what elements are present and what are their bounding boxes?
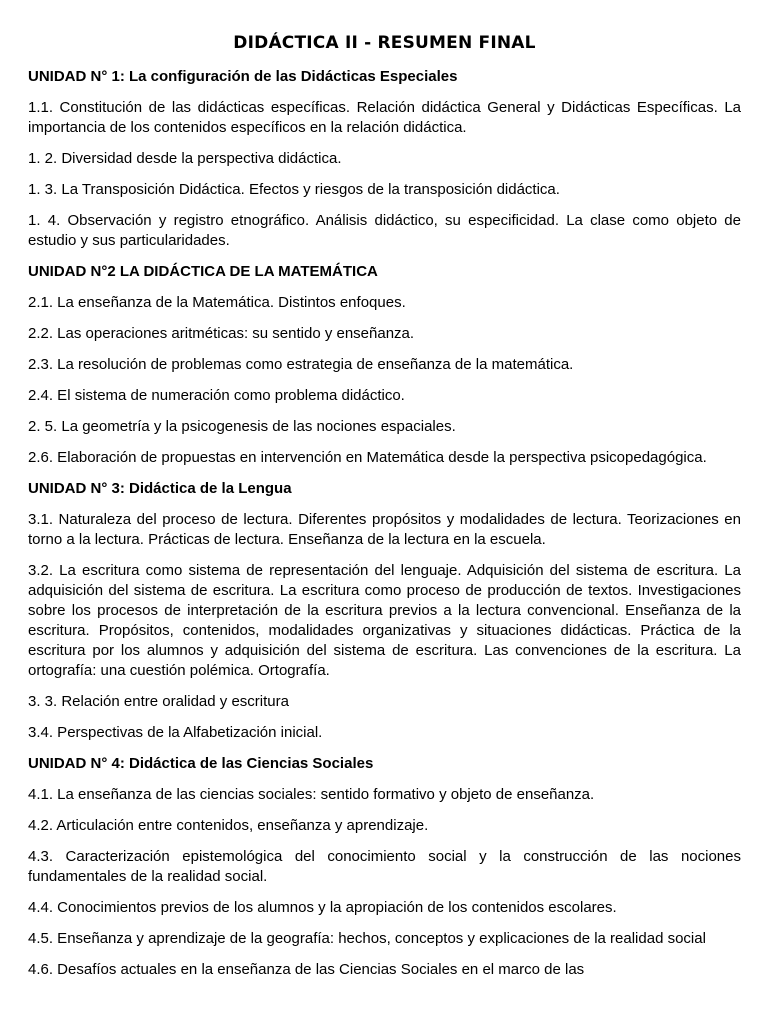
unit-3-item-1: 3.1. Naturaleza del proceso de lectura. Diferentes propósitos y modalidades de lectura. Teorizaciones en torno a la lectura. Prácticas de lectura. Enseñanza de la lectura en la escuela. [28,511,741,548]
unit-4-item-1: 4.1. La enseñanza de las ciencias sociales: sentido formativo y objeto de enseñanza. [28,786,595,803]
unit-2-item-2: 2.2. Las operaciones aritméticas: su sentido y enseñanza. [28,325,415,342]
unit-4-item-3: 4.3. Caracterización epistemológica del conocimiento social y la construcción de las nociones fundamentales de la realidad social. [28,848,741,885]
unit-4-item-4: 4.4. Conocimientos previos de los alumnos y la apropiación de los contenidos escolares. [28,899,617,916]
unit-1-item-4: 1. 4. Observación y registro etnográfico. Análisis didáctico, su especificidad. La clase como objeto de estudio y sus particularidades. [28,212,741,249]
unit-4-item-2: 4.2. Articulación entre contenidos, enseñanza y aprendizaje. [28,817,429,834]
unit-1-item-2: 1. 2. Diversidad desde la perspectiva didáctica. [28,150,342,167]
unit-2-item-6: 2.6. Elaboración de propuestas en intervención en Matemática desde la perspectiva psicopedagógica. [28,449,707,466]
unit-4-section [28,754,741,980]
unit-2-heading: UNIDAD N°2 LA DIDÁCTICA DE LA MATEMÁTICA [28,263,378,280]
unit-1-heading: UNIDAD N° 1: La configuración de las Didácticas Especiales [28,68,458,85]
unit-1-section [28,67,741,251]
document-title: DIDÁCTICA II - RESUMEN FINAL [233,33,536,53]
unit-3-section [28,479,741,743]
unit-1-item-3: 1. 3. La Transposición Didáctica. Efectos y riesgos de la transposición didáctica. [28,181,560,198]
unit-1-item-1: 1.1. Constitución de las didácticas específicas. Relación didáctica General y Didácticas Específicas. La importancia de los contenidos específicos en la relación didáctica. [28,99,741,136]
unit-2-item-3: 2.3. La resolución de problemas como estrategia de enseñanza de la matemática. [28,356,574,373]
document-page [28,32,741,991]
unit-4-heading: UNIDAD N° 4: Didáctica de las Ciencias Sociales [28,755,374,772]
unit-3-item-2: 3.2. La escritura como sistema de representación del lenguaje. Adquisición del sistema de escritura. La adquisición del sistema de escritura. La escritura como proceso de producción de textos. Investigaciones sobre los procesos de interpretación de la escritura previos a la lectura convencional. Enseñanza de la escritura. Propósitos, contenidos, modalidades organizativas y situaciones didácticas. Práctica de la escritura por los alumnos y adquisición del sistema de escritura. Las convenciones de la escritura. La ortografía: una cuestión polémica. Ortografía. [28,562,741,679]
unit-2-section [28,262,741,468]
unit-3-item-3: 3. 3. Relación entre oralidad y escritura [28,693,289,710]
unit-2-item-1: 2.1. La enseñanza de la Matemática. Distintos enfoques. [28,294,406,311]
unit-3-item-4: 3.4. Perspectivas de la Alfabetización inicial. [28,724,323,741]
unit-3-heading: UNIDAD N° 3: Didáctica de la Lengua [28,480,292,497]
unit-2-item-4: 2.4. El sistema de numeración como problema didáctico. [28,387,405,404]
unit-2-item-5: 2. 5. La geometría y la psicogenesis de las nociones espaciales. [28,418,456,435]
unit-4-item-6: 4.6. Desafíos actuales en la enseñanza de las Ciencias Sociales en el marco de las [28,961,585,978]
unit-4-item-5: 4.5. Enseñanza y aprendizaje de la geografía: hechos, conceptos y explicaciones de la realidad social [28,930,706,947]
